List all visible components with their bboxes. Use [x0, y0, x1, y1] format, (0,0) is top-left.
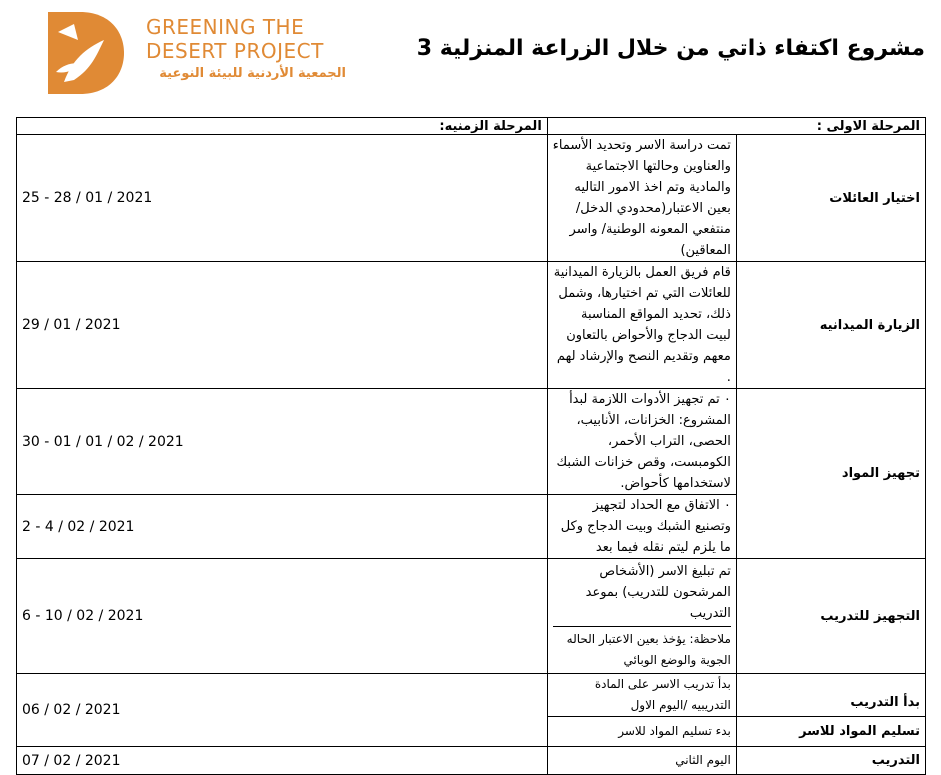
- row-date: 29 / 01 / 2021: [17, 262, 548, 389]
- row-date: 2 - 4 / 02 / 2021: [17, 495, 548, 559]
- row-label: بدأ التدريب: [736, 674, 925, 717]
- row-date: 6 - 10 / 02 / 2021: [17, 559, 548, 674]
- table-header-row: [17, 118, 926, 135]
- org-name-line2: DESERT PROJECT: [146, 39, 324, 63]
- org-name-line1: GREENING THE: [146, 15, 305, 39]
- row-description: اليوم الثاني: [547, 747, 736, 775]
- training-notice: تم تبليغ الاسر (الأشخاص المرشحون للتدريب) بموعد التدريب: [553, 559, 731, 627]
- row-label: الزيارة الميدانيه: [736, 262, 925, 389]
- table-row: [17, 389, 926, 495]
- row-label: التدريب: [736, 747, 925, 775]
- row-description: ٠ تم تجهيز الأدوات اللازمة لبدأ المشروع: الخزانات، الأنابيب، الحصى، التراب الأحمر، الكومبست، وقص خزانات الشبك لاستخدامها كأحواض.: [547, 389, 736, 495]
- table-row: [17, 674, 926, 717]
- row-label: تسليم المواد للاسر: [736, 717, 925, 747]
- table-row: [17, 262, 926, 389]
- table-row: [17, 559, 926, 674]
- page-title: مشروع اكتفاء ذاتي من خلال الزراعة المنزلية 3: [416, 36, 925, 61]
- row-label: تجهيز المواد: [736, 389, 925, 559]
- row-label: التجهيز للتدريب: [736, 559, 925, 674]
- project-timeline-table: [16, 117, 926, 775]
- row-date: 06 / 02 / 2021: [17, 674, 548, 747]
- row-description: بدء تسليم المواد للاسر: [547, 717, 736, 747]
- row-description: تمت دراسة الاسر وتحديد الأسماء والعناوين وحالتها الاجتماعية والمادية وتم اخذ الامور التاليه بعين الاعتبار(محدودي الدخل/منتفعي المعونه الوطنية/ واسر المعاقين): [547, 135, 736, 262]
- phase-header: المرحلة الاولى :: [547, 118, 925, 135]
- row-description: بدأ تدريب الاسر على المادة التدريبيه /اليوم الاول: [547, 674, 736, 717]
- training-note: ملاحظة: يؤخذ بعين الاعتبار الحاله الجوية والوضع الوبائي: [566, 632, 731, 667]
- row-label: اختيار العائلات: [736, 135, 925, 262]
- row-date: 25 - 28 / 01 / 2021: [17, 135, 548, 262]
- org-name-arabic: الجمعية الأردنية للبيئة النوعية: [159, 66, 346, 81]
- row-description: [547, 559, 736, 674]
- row-date: 30 - 01 / 01 / 02 / 2021: [17, 389, 548, 495]
- row-date: 07 / 02 / 2021: [17, 747, 548, 775]
- table-row: [17, 135, 926, 262]
- table-row: [17, 747, 926, 775]
- org-name-english: [146, 15, 324, 63]
- row-description: قام فريق العمل بالزيارة الميدانية للعائلات التي تم اختيارها، وشمل ذلك، تحديد المواقع المناسبة لبيت الدجاج والأحواض بالتعاون معهم وتقديم النصح والإرشاد لهم .: [547, 262, 736, 389]
- timeline-header: المرحلة الزمنيه:: [17, 118, 548, 135]
- greening-desert-logo: [44, 10, 126, 96]
- row-description: ٠ الاتفاق مع الحداد لتجهيز وتصنيع الشبك وبيت الدجاج وكل ما يلزم ليتم نقله فيما بعد: [547, 495, 736, 559]
